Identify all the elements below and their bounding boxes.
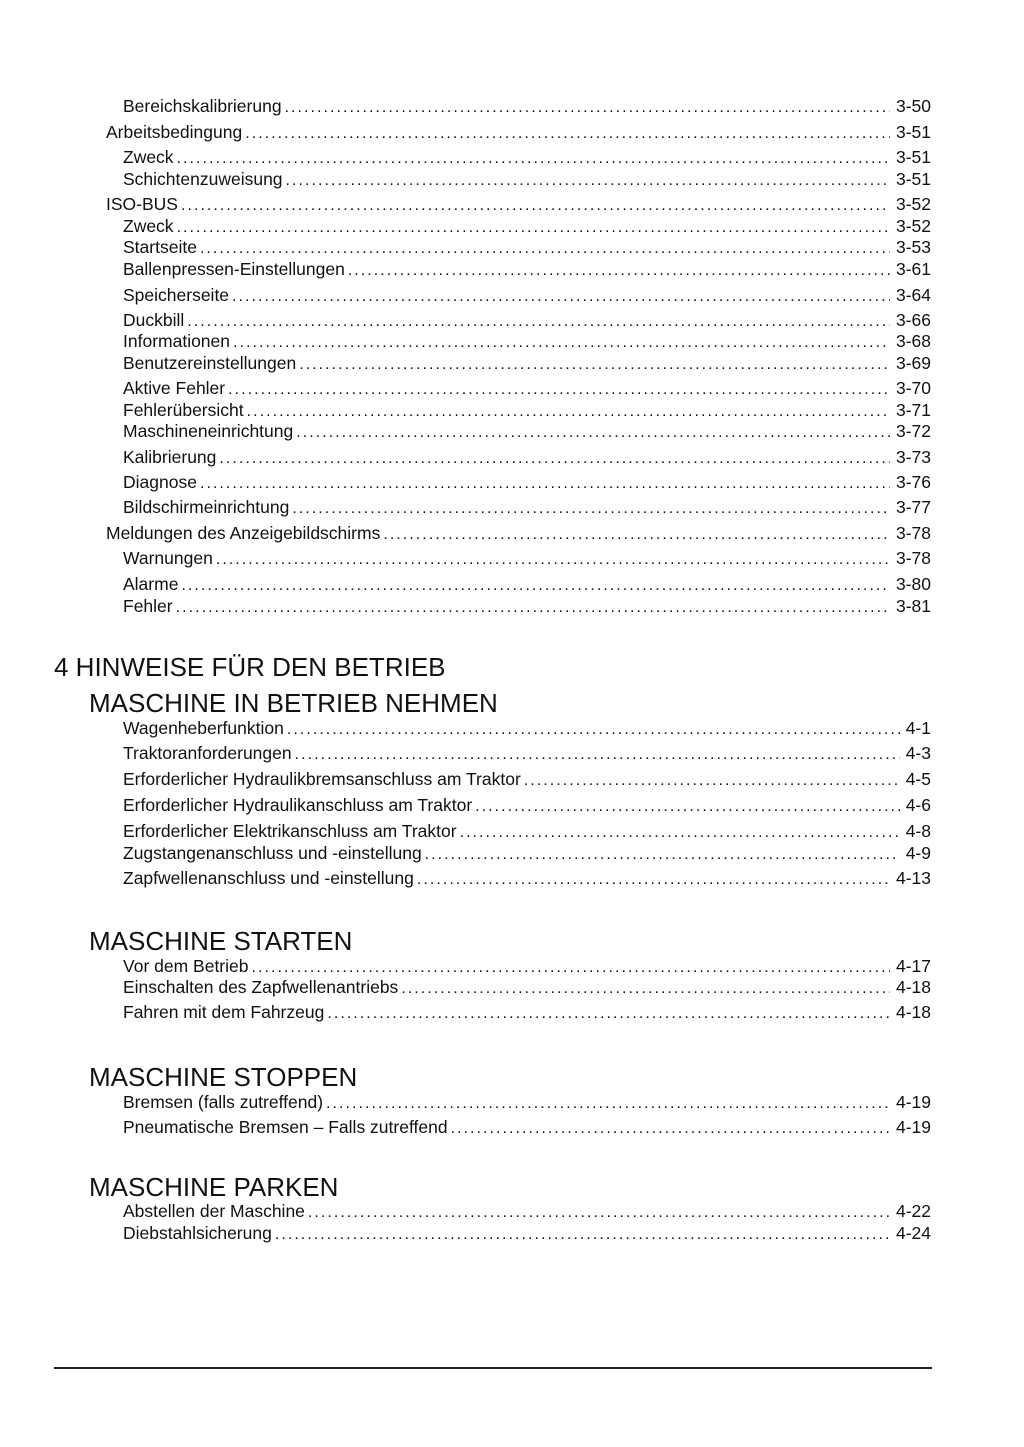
toc-entry-label: Abstellen der Maschine <box>123 1201 305 1221</box>
toc-entry-hydraulikbremsanschluss[interactable] <box>0 768 931 792</box>
toc-entry-warnungen[interactable] <box>0 547 931 571</box>
toc-entry-bildschirmeinrichtung[interactable] <box>0 496 931 520</box>
dot-leader <box>401 978 890 1000</box>
toc-entry-page: 3-76 <box>895 472 931 492</box>
toc-entry-aktive-fehler[interactable] <box>0 377 931 401</box>
toc-entry-label: Schichtenzuweisung <box>123 169 283 189</box>
section-title-in-betrieb-nehmen: MASCHINE IN BETRIEB NEHMEN <box>89 688 498 718</box>
dot-leader <box>299 354 890 376</box>
toc-entry-page: 3-64 <box>895 285 931 305</box>
dot-leader <box>200 473 890 495</box>
toc-entry-label: Zugstangenanschluss und -einstellung <box>123 843 422 863</box>
toc-entry-label: Alarme <box>123 574 179 594</box>
toc-entry-label: Bildschirmeinrichtung <box>123 497 290 517</box>
toc-entry-page: 3-71 <box>895 400 931 420</box>
dot-leader <box>451 1118 890 1140</box>
dot-leader <box>348 260 890 282</box>
dot-leader <box>181 575 890 597</box>
dot-leader <box>295 744 900 766</box>
toc-entry-iso-bus[interactable] <box>0 193 931 217</box>
toc-entry-informationen[interactable] <box>0 330 931 354</box>
toc-entry-label: Maschineneinrichtung <box>123 421 294 441</box>
toc-entry-diebstahlsicherung[interactable] <box>0 1222 931 1246</box>
dot-leader <box>524 770 900 792</box>
toc-entry-label: Warnungen <box>123 548 213 568</box>
toc-entry-diagnose[interactable] <box>0 471 931 495</box>
toc-entry-page: 4-17 <box>895 956 931 976</box>
toc-entry-label: Wagenheberfunktion <box>123 718 284 738</box>
toc-entry-label: Zweck <box>123 147 174 167</box>
toc-entry-zapfwellenanschluss[interactable] <box>0 867 931 891</box>
toc-entry-label: Speicherseite <box>123 285 230 305</box>
toc-entry-page: 4-22 <box>895 1201 931 1221</box>
toc-entry-label: Erforderlicher Elektrikanschluss am Traktor <box>123 821 457 841</box>
toc-entry-page: 4-18 <box>895 1002 931 1022</box>
toc-entry-page: 4-24 <box>895 1223 931 1243</box>
toc-entry-elektrikanschluss[interactable] <box>0 820 931 844</box>
footer-divider <box>54 1367 932 1369</box>
toc-entry-page: 3-52 <box>895 216 931 236</box>
toc-entry-label: Aktive Fehler <box>123 378 226 398</box>
dot-leader <box>326 1093 890 1115</box>
toc-entry-label: Kalibrierung <box>123 447 217 467</box>
dot-leader <box>219 448 890 470</box>
toc-entry-label: Arbeitsbedingung <box>106 122 243 142</box>
toc-entry-pneumatische-bremsen[interactable] <box>0 1116 931 1140</box>
section-title-starten: MASCHINE STARTEN <box>89 926 353 956</box>
toc-entry-fehler[interactable] <box>0 595 931 619</box>
toc-entry-page: 4-19 <box>895 1092 931 1112</box>
toc-entry-page: 3-72 <box>895 421 931 441</box>
dot-leader <box>460 822 900 844</box>
toc-entry-page: 3-69 <box>895 353 931 373</box>
dot-leader <box>228 379 890 401</box>
toc-entry-page: 3-51 <box>895 169 931 189</box>
toc-entry-zapfwellenantrieb[interactable] <box>0 976 931 1000</box>
toc-entry-page: 4-6 <box>905 795 931 815</box>
toc-entry-label: Traktoranforderungen <box>123 743 292 763</box>
toc-entry-page: 4-5 <box>905 769 931 789</box>
toc-entry-zweck[interactable] <box>0 146 931 170</box>
toc-entry-page: 4-19 <box>895 1117 931 1137</box>
toc-entry-arbeitsbedingung[interactable] <box>0 121 931 145</box>
dot-leader <box>417 869 890 891</box>
dot-leader <box>292 498 890 520</box>
toc-entry-page: 3-73 <box>895 447 931 467</box>
toc-entry-label: Pneumatische Bremsen – Falls zutreffend <box>123 1117 448 1137</box>
dot-leader <box>177 148 890 170</box>
toc-entry-label: Meldungen des Anzeigebildschirms <box>106 523 381 543</box>
toc-entry-benutzereinstellungen[interactable] <box>0 352 931 376</box>
toc-entry-traktoranforderungen[interactable] <box>0 742 931 766</box>
dot-leader <box>232 286 890 308</box>
dot-leader <box>245 123 890 145</box>
toc-entry-page: 4-13 <box>895 868 931 888</box>
toc-entry-page: 4-9 <box>905 843 931 863</box>
toc-entry-label: Erforderlicher Hydraulikbremsanschluss am Traktor <box>123 769 521 789</box>
toc-entry-page: 3-77 <box>895 497 931 517</box>
toc-entry-page: 4-18 <box>895 977 931 997</box>
toc-entry-page: 3-78 <box>895 548 931 568</box>
toc-entry-label: Fehlerübersicht <box>123 400 244 420</box>
toc-entry-speicherseite[interactable] <box>0 284 931 308</box>
toc-entry-label: ISO-BUS <box>106 194 178 214</box>
toc-entry-page: 3-61 <box>895 259 931 279</box>
toc-entry-schichtenzuweisung[interactable] <box>0 168 931 192</box>
toc-entry-label: Vor dem Betrieb <box>123 956 249 976</box>
toc-entry-wagenheberfunktion[interactable] <box>0 717 931 741</box>
dot-leader <box>216 549 890 571</box>
toc-entry-page: 4-8 <box>905 821 931 841</box>
toc-entry-page: 3-70 <box>895 378 931 398</box>
toc-entry-label: Ballenpressen-Einstellungen <box>123 259 345 279</box>
dot-leader <box>200 238 890 260</box>
toc-entry-kalibrierung[interactable] <box>0 446 931 470</box>
toc-entry-label: Fahren mit dem Fahrzeug <box>123 1002 325 1022</box>
section-title-stoppen: MASCHINE STOPPEN <box>89 1062 358 1092</box>
dot-leader <box>176 597 890 619</box>
toc-entry-page: 3-81 <box>895 596 931 616</box>
toc-entry-hydraulikanschluss[interactable] <box>0 794 931 818</box>
toc-entry-alarme[interactable] <box>0 573 931 597</box>
dot-leader <box>286 170 890 192</box>
toc-entry-label: Benutzereinstellungen <box>123 353 297 373</box>
toc-entry-page: 3-80 <box>895 574 931 594</box>
toc-entry-label: Zweck <box>123 216 174 236</box>
toc-entry-page: 3-78 <box>895 523 931 543</box>
toc-entry-maschineneinrichtung[interactable] <box>0 420 931 444</box>
toc-entry-page: 3-52 <box>895 194 931 214</box>
toc-entry-page: 3-50 <box>895 96 931 116</box>
toc-entry-page: 3-68 <box>895 331 931 351</box>
dot-leader <box>275 1224 890 1246</box>
toc-entry-abstellen[interactable] <box>0 1200 931 1224</box>
toc-entry-bremsen[interactable] <box>0 1091 931 1115</box>
toc-entry-bereichskalibrierung[interactable] <box>0 95 931 119</box>
toc-entry-ballenpressen-einstellungen[interactable] <box>0 258 931 282</box>
dot-leader <box>285 97 890 119</box>
dot-leader <box>383 524 890 546</box>
toc-entry-label: Fehler <box>123 596 173 616</box>
dot-leader <box>327 1003 890 1025</box>
toc-entry-zugstangenanschluss[interactable] <box>0 842 931 866</box>
toc-entry-label: Diebstahlsicherung <box>123 1223 272 1243</box>
toc-entry-fahren[interactable] <box>0 1001 931 1025</box>
dot-leader <box>425 844 900 866</box>
dot-leader <box>296 422 890 444</box>
toc-entry-label: Duckbill <box>123 310 185 330</box>
toc-entry-page: 4-1 <box>905 718 931 738</box>
toc-entry-label: Startseite <box>123 237 197 257</box>
toc-entry-label: Einschalten des Zapfwellenantriebs <box>123 977 399 997</box>
toc-entry-label: Bereichskalibrierung <box>123 96 282 116</box>
toc-entry-page: 3-51 <box>895 122 931 142</box>
chapter-title: 4 HINWEISE FÜR DEN BETRIEB <box>54 652 446 682</box>
toc-entry-label: Zapfwellenanschluss und -einstellung <box>123 868 414 888</box>
dot-leader <box>233 332 890 354</box>
dot-leader <box>475 796 900 818</box>
toc-entry-label: Bremsen (falls zutreffend) <box>123 1092 324 1112</box>
dot-leader <box>308 1202 890 1224</box>
section-title-parken: MASCHINE PARKEN <box>89 1172 339 1202</box>
toc-entry-label: Informationen <box>123 331 231 351</box>
toc-entry-page: 3-66 <box>895 310 931 330</box>
dot-leader <box>181 195 890 217</box>
toc-entry-page: 3-53 <box>895 237 931 257</box>
toc-entry-meldungen-des-anzeigebildschirms[interactable] <box>0 522 931 546</box>
dot-leader <box>287 719 900 741</box>
toc-entry-label: Erforderlicher Hydraulikanschluss am Traktor <box>123 795 473 815</box>
toc-entry-label: Diagnose <box>123 472 197 492</box>
toc-entry-page: 4-3 <box>905 743 931 763</box>
toc-entry-page: 3-51 <box>895 147 931 167</box>
toc-entry-startseite[interactable] <box>0 236 931 260</box>
